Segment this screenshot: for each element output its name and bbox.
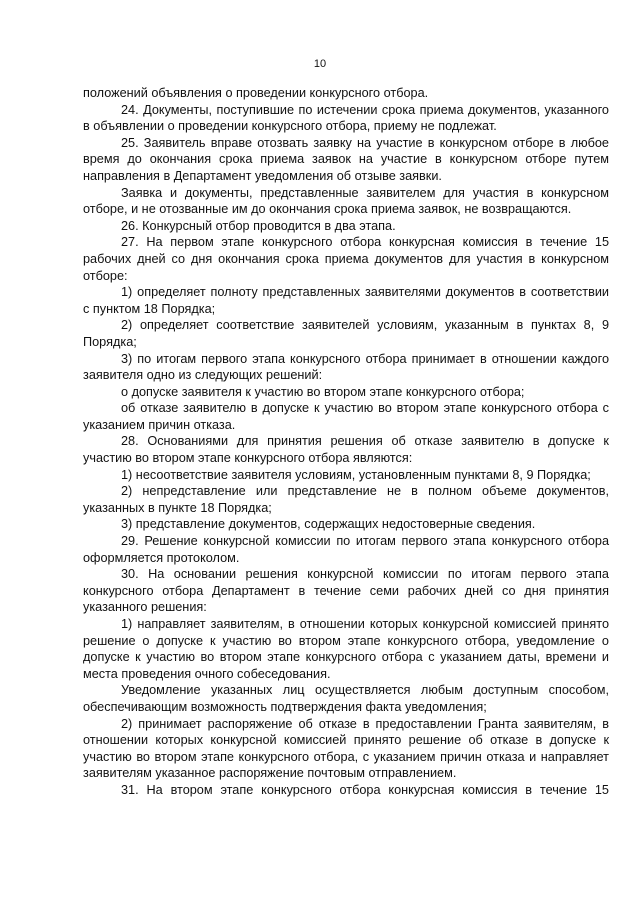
- paragraph: 2) определяет соответствие заявителей условиям, указанным в пунктах 8, 9 Порядка;: [83, 318, 609, 349]
- paragraph: 25. Заявитель вправе отозвать заявку на участие в конкурсном отборе в любое время до окончания срока приема заявок на участие в конкурсном отборе путем направления в Департамент уведомления об отзыве заявки.: [83, 135, 609, 183]
- paragraph: 3) представление документов, содержащих недостоверные сведения.: [121, 517, 536, 532]
- paragraph: 31. На втором этапе конкурсного отбора конкурсная комиссия в течение 15: [121, 782, 609, 797]
- paragraph: 30. На основании решения конкурсной комиссии по итогам первого этапа конкурсного отбора Департамент в течение семи рабочих дней со дня принятия указанного решения:: [83, 567, 609, 615]
- paragraph: положений объявления о проведении конкурсного отбора.: [83, 86, 429, 100]
- paragraph: 1) определяет полноту представленных заявителями документов в соответствии с пунктом 18 Порядка;: [83, 285, 609, 316]
- page-number: 10: [313, 58, 327, 70]
- document-body: [83, 85, 609, 799]
- paragraph: 28. Основаниями для принятия решения об отказе заявителю в допуске к участию во втором этапе конкурсного отбора являются:: [83, 434, 609, 466]
- paragraph: 2) непредставление или представление не в полном объеме документов, указанных в пункте 18 Порядка;: [83, 484, 609, 515]
- paragraph: 29. Решение конкурсной комиссии по итогам первого этапа конкурсного отбора оформляется протоколом.: [83, 534, 609, 565]
- paragraph: 24. Документы, поступившие по истечении срока приема документов, указанного в объявлении о проведении конкурсного отбора, приему не подлежат.: [83, 102, 609, 134]
- paragraph: Заявка и документы, представленные заявителем для участия в конкурсном отборе, и не отозванные им до окончания срока приема заявок, не возвращаются.: [83, 185, 609, 217]
- paragraph: об отказе заявителю в допуске к участию во втором этапе конкурсного отбора с указанием причин отказа.: [83, 401, 609, 432]
- paragraph: Уведомление указанных лиц осуществляется любым доступным способом, обеспечивающим возможность подтверждения факта уведомления;: [83, 683, 609, 714]
- paragraph: 2) принимает распоряжение об отказе в предоставлении Гранта заявителям, в отношении которых конкурсной комиссией принято решение об отказе в допуске к участию во втором этапе конкурсного отбора, с указанием причин отказа и направляет заявителям указанное распоряжение почтовым отправлением.: [83, 716, 609, 781]
- paragraph: 1) направляет заявителям, в отношении которых конкурсной комиссией принято решение о допуске к участию во втором этапе конкурсного отбора, уведомление о допуске к участию во втором этапе конкурсного отбора с указанием даты, времени и места проведения очного собеседования.: [83, 617, 609, 681]
- paragraph: 3) по итогам первого этапа конкурсного отбора принимает в отношении каждого заявителя одно из следующих решений:: [83, 351, 609, 383]
- paragraph: о допуске заявителя к участию во втором этапе конкурсного отбора;: [121, 384, 525, 399]
- paragraph: 1) несоответствие заявителя условиям, установленным пунктами 8, 9 Порядка;: [121, 467, 591, 482]
- paragraph: 26. Конкурсный отбор проводится в два этапа.: [121, 218, 396, 233]
- paragraph: 27. На первом этапе конкурсного отбора конкурсная комиссия в течение 15 рабочих дней со дня окончания срока приема документов для участия в конкурсном отборе:: [83, 235, 609, 283]
